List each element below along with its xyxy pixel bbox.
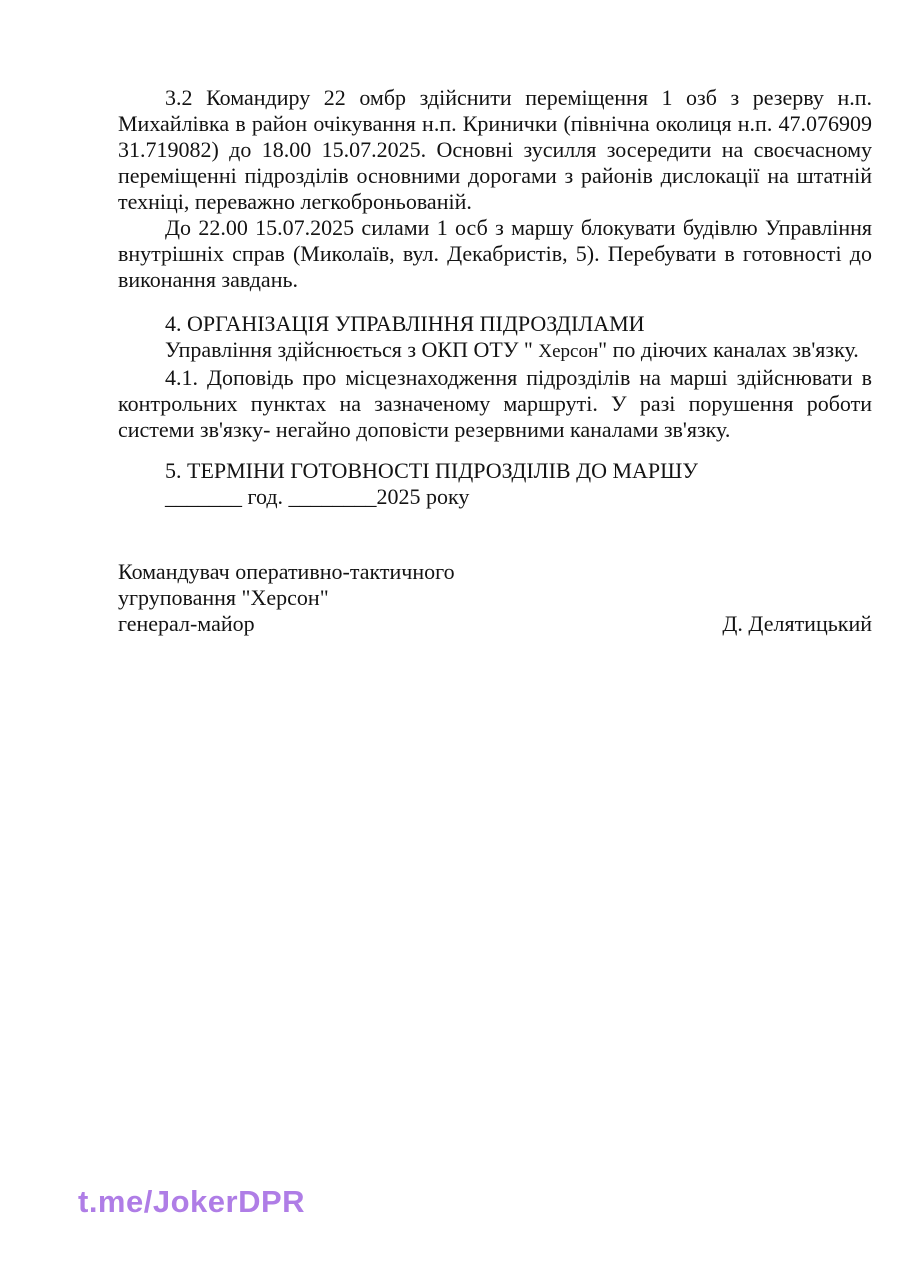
signature-name: Д. Делятицький (722, 611, 872, 636)
signature-line-post-title: Командувач оперативно-тактичного (118, 559, 455, 584)
signature-line-group-name: угруповання "Херсон" (118, 585, 329, 610)
signature-line-rank-and-name (118, 611, 872, 637)
signature-rank: генерал-майор (118, 611, 255, 636)
readiness-blank-line: _______ год. ________2025 року (165, 484, 470, 509)
paragraph-3-2: 3.2 Командиру 22 омбр здійснити переміщення 1 озб з резерву н.п. Михайлівка в район очікування н.п. Кринички (північна околиця н.п. 47.076909 31.719082) до 18.00 15.07.2025. Основні зусилля зосередити на своєчасному переміщенні підрозділів основними дорогами з районів дислокації на штатній техніці, переважно легкоброньованій. (118, 85, 872, 214)
watermark-telegram-link: t.me/JokerDPR (78, 1184, 306, 1219)
section-5-heading: 5. ТЕРМІНИ ГОТОВНОСТІ ПІДРОЗДІЛІВ ДО МАРШУ (165, 458, 698, 483)
paragraph-blockade-order: До 22.00 15.07.2025 силами 1 осб з маршу блокувати будівлю Управління внутрішніх справ (Миколаїв, вул. Декабристів, 5). Перебувати в готовності до виконання завдань. (118, 215, 872, 292)
control-line-pre: Управління здійснюється з ОКП ОТУ " (165, 337, 539, 362)
control-line-callsign: Херсон (538, 341, 599, 362)
section-4-control-line (118, 337, 872, 365)
control-line-post: " по діючих каналах зв'язку. (598, 337, 859, 362)
signature-block (118, 559, 872, 637)
paragraph-4-1: 4.1. Доповідь про місцезнаходження підрозділів на марші здійснювати в контрольних пунктах на зазначеному маршруті. У разі порушення роботи системи зв'язку- негайно доповісти резервними каналами зв'язку. (118, 365, 872, 442)
document-body (118, 85, 872, 637)
section-4-heading: 4. ОРГАНІЗАЦІЯ УПРАВЛІННЯ ПІДРОЗДІЛАМИ (165, 311, 645, 336)
